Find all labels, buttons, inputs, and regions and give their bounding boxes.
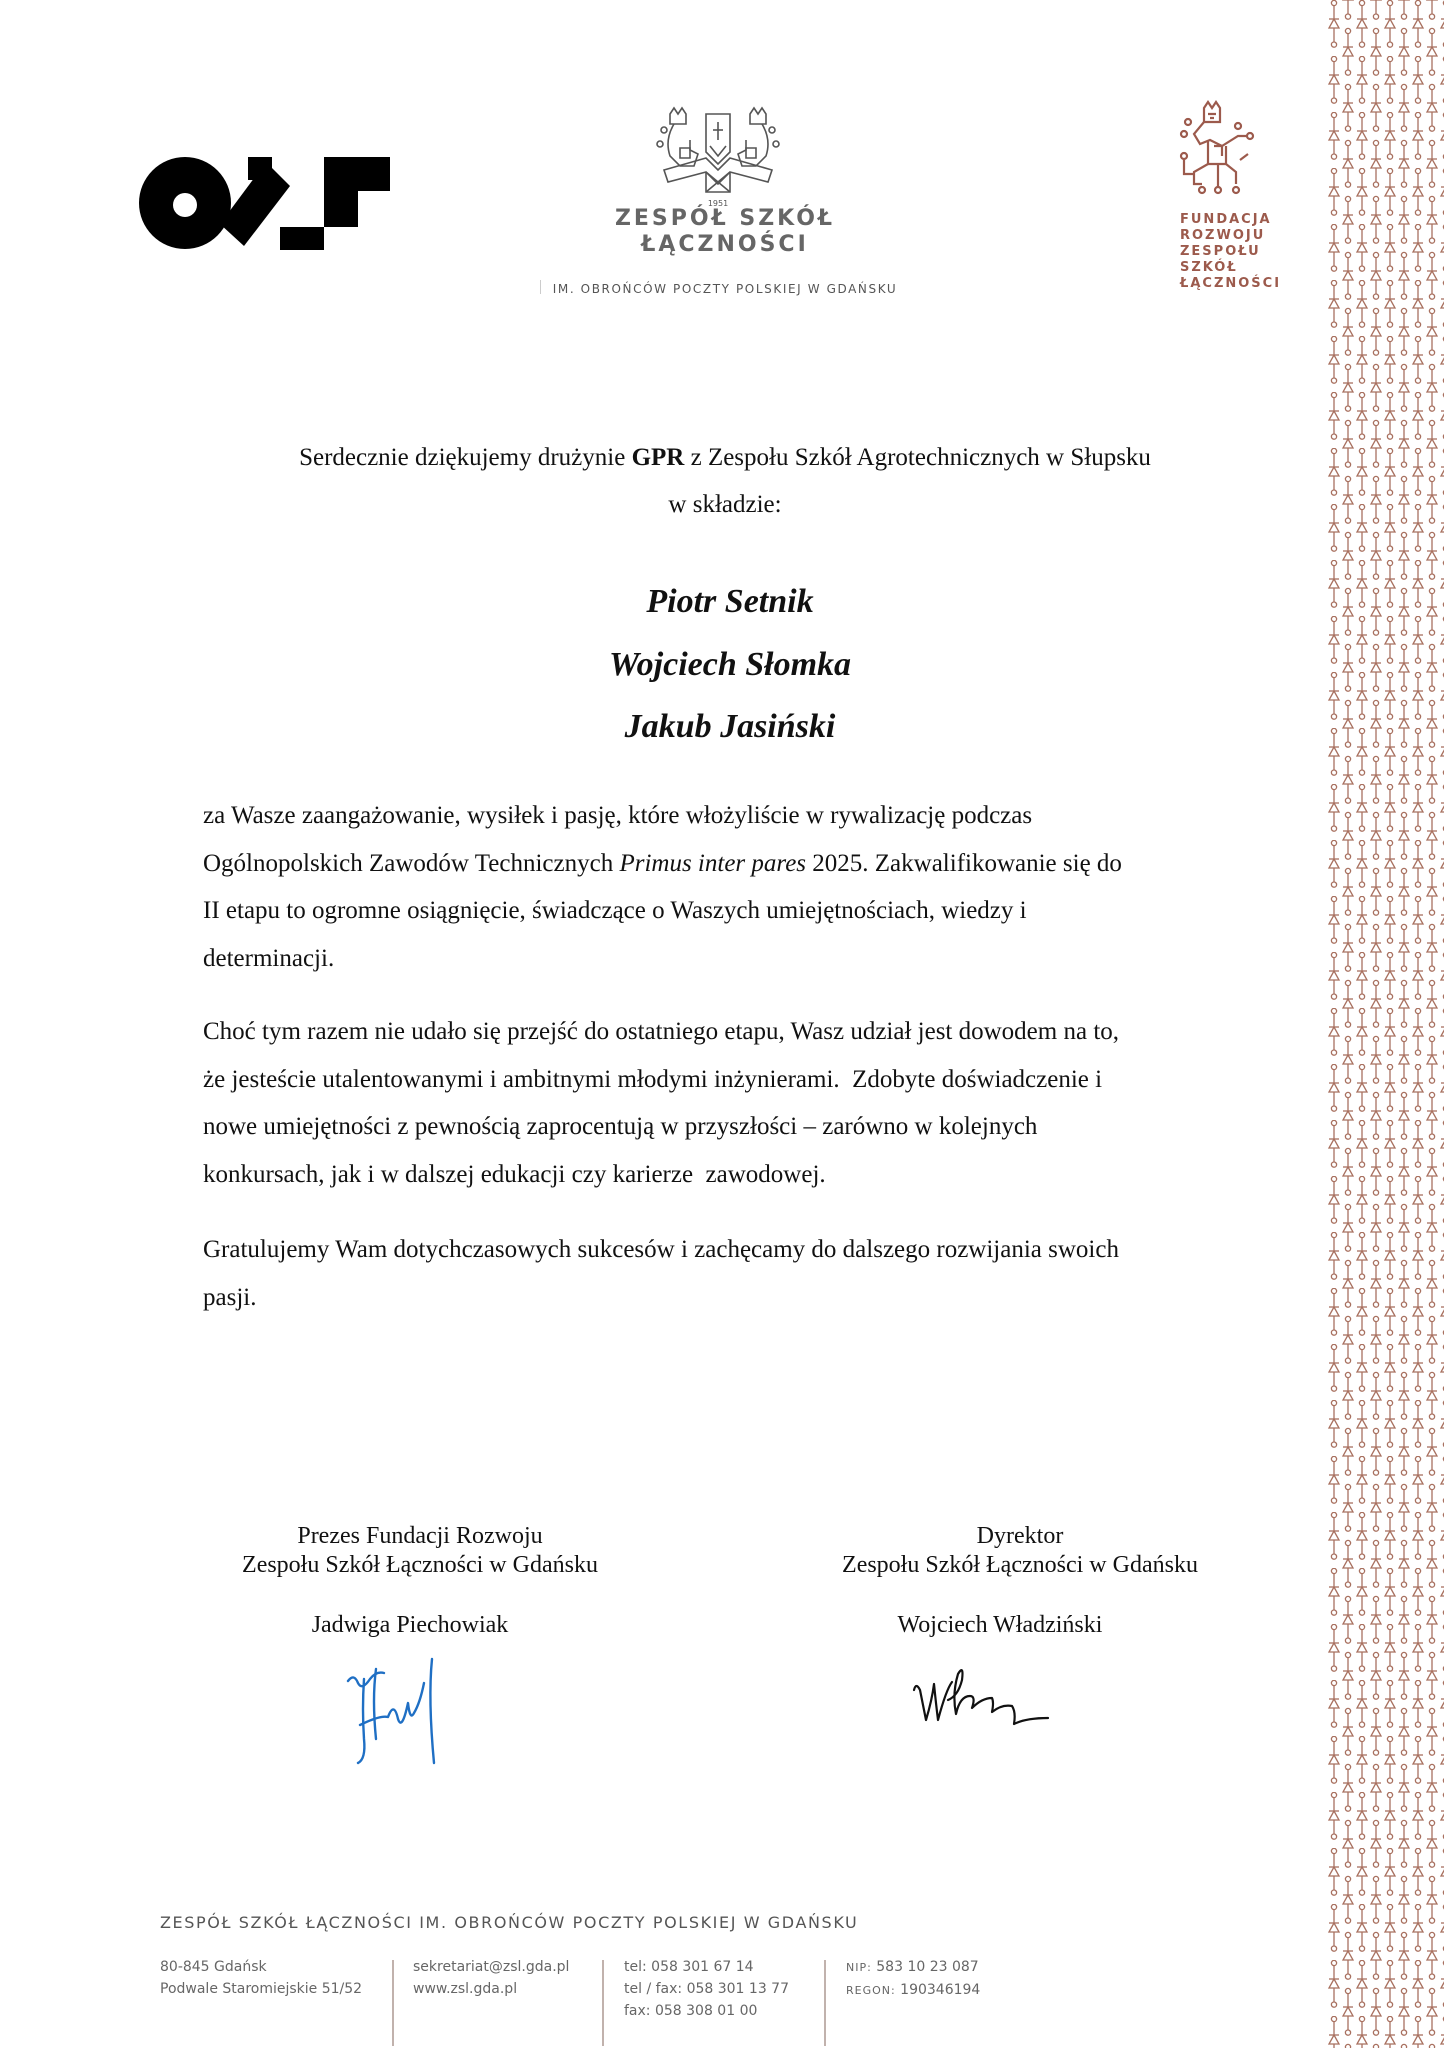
footer-phone: tel: 058 301 67 14 [624, 1959, 754, 1975]
competition-name: Primus inter pares [619, 849, 807, 877]
team-name: GPR [631, 444, 685, 471]
ozf-logo [138, 150, 398, 254]
footer-regon [846, 1979, 980, 2002]
intro-line-2: w składzie: [668, 491, 782, 518]
paragraph-line: Choć tym razem nie udało się przejść do ostatniego etapu, Wasz udział jest dowodem na to, [203, 1018, 1120, 1045]
signatory-right-org: Zespołu Szkół Łączności w Gdańsku [842, 1552, 1198, 1578]
zsl-subtitle: IM. OBROŃCÓW POCZTY POLSKIEJ W GDAŃSKU [552, 282, 898, 296]
regon-value: 190346194 [900, 1982, 981, 1998]
signatory-left-title [200, 1522, 640, 1580]
team-member: Wojciech Słomka [608, 646, 852, 683]
paragraph-line: II etapu to ogromne osiągnięcie, świadczące o Waszych umiejętnościach, wiedzy i [203, 897, 1027, 924]
paragraph-line: że jesteście utalentowanymi i ambitnymi młodymi inżynierami. Zdobyte doświadczenie i [203, 1065, 1103, 1093]
footer-address [160, 1956, 362, 2000]
nip-label: NIP: [846, 1961, 872, 1974]
footer-contact-web [413, 1956, 569, 2000]
intro-line [200, 443, 1250, 473]
paragraph-text: 2025. Zakwalifikowanie się do [806, 849, 1122, 877]
paragraph-line: nowe umiejętności z pewnością zaprocentują w przyszłości – zarówno w kolejnych [203, 1113, 1038, 1140]
signatory-right-role: Dyrektor [976, 1523, 1064, 1549]
intro-text-after: z Zespołu Szkół Agrotechnicznych w Słupsku [684, 444, 1151, 471]
signatory-left-org: Zespołu Szkół Łączności w Gdańsku [242, 1552, 598, 1578]
footer-nip [846, 1956, 980, 1979]
fundacja-line-3: ZESPOŁU [1180, 244, 1261, 259]
footer-divider [824, 1960, 826, 2046]
fundacja-line-5: ŁĄCZNOŚCI [1180, 276, 1282, 291]
footer-address-line: 80-845 Gdańsk [160, 1959, 267, 1975]
team-member: Jakub Jasiński [624, 708, 836, 745]
fundacja-line-1: FUNDACJA [1180, 212, 1272, 227]
paragraph-congratulations [203, 1226, 1253, 1321]
footer-website-link[interactable]: www.zsl.gda.pl [413, 1981, 518, 1997]
footer-organization: ZESPÓŁ SZKÓŁ ŁĄCZNOŚCI IM. OBROŃCÓW POCZTY POLSKIEJ W GDAŃSKU [160, 1913, 859, 1932]
intro-text-before: Serdecznie dziękujemy drużynie [299, 444, 632, 471]
team-member: Piotr Setnik [646, 583, 814, 620]
paragraph-line: determinacji. [203, 944, 335, 972]
paragraph-line: pasji. [203, 1283, 257, 1311]
signatory-right-title [800, 1522, 1240, 1580]
paragraph-line [203, 840, 1253, 888]
paragraph-encouragement [203, 1008, 1253, 1198]
fundacja-lion-icon [1178, 100, 1256, 198]
footer-phones [624, 1956, 789, 2022]
diode-border-pattern [1326, 0, 1444, 2048]
footer-address-line: Podwale Staromiejskie 51/52 [160, 1981, 363, 1997]
paragraph-line: za Wasze zaangażowanie, wysiłek i pasję, które włożyliście w rywalizację podczas [203, 802, 1033, 829]
svg-text:1951: 1951 [707, 199, 729, 208]
paragraph-line: Gratulujemy Wam dotychczasowych sukcesów i zachęcamy do dalszego rozwijania swoich [203, 1236, 1119, 1263]
footer-divider [392, 1960, 394, 2046]
footer-fax: fax: 058 308 01 00 [624, 2003, 758, 2019]
signatory-left-role: Prezes Fundacji Rozwoju [297, 1523, 543, 1549]
fundacja-line-2: ROZWOJU [1180, 228, 1266, 243]
zsl-crest-icon [650, 100, 786, 212]
paragraph-line: konkursach, jak i w dalszej edukacji czy karierze zawodowej. [203, 1160, 826, 1188]
zsl-name-line-2: ŁĄCZNOŚCI [641, 232, 809, 257]
paragraph-text: Ogólnopolskich Zawodów Technicznych [203, 849, 620, 877]
zsl-name-line-1: ZESPÓŁ SZKÓŁ [614, 206, 836, 231]
footer-email-link[interactable]: sekretariat@zsl.gda.pl [413, 1959, 570, 1975]
footer-divider [602, 1960, 604, 2046]
signature-left-scribble [340, 1645, 480, 1775]
regon-label: REGON: [846, 1984, 896, 1997]
fundacja-line-4: SZKÓŁ [1180, 260, 1238, 275]
footer-ids [846, 1956, 980, 2002]
signature-right-scribble [910, 1660, 1090, 1730]
signatory-left-name: Jadwiga Piechowiak [311, 1612, 509, 1638]
signatory-right-name: Wojciech Władziński [897, 1612, 1103, 1638]
paragraph-achievement [203, 792, 1253, 982]
nip-value: 583 10 23 087 [876, 1959, 979, 1975]
footer-phone-fax: tel / fax: 058 301 13 77 [624, 1981, 789, 1997]
